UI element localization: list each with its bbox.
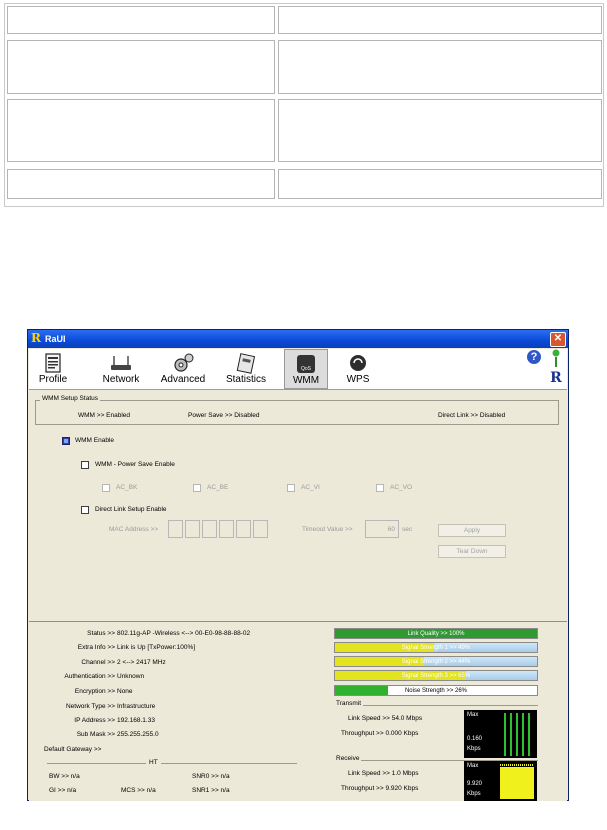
advanced-icon [171,352,195,374]
transmit-graph-value: 0.160 [467,736,483,742]
tab-wps[interactable] [335,349,381,389]
sub-mask-value: 255.255.255.0 [117,731,159,738]
ac-vo-label: AC_VO [390,484,413,491]
timeout-label: Timeout Value >> [302,526,353,533]
tear-down-button[interactable]: Tear Down [438,545,506,558]
link-quality-bar [334,628,538,639]
transmit-throughput: Throughput >> 0.000 Kbps [341,730,419,737]
tab-wmm-label: WMM [292,375,320,386]
receive-graph-unit: Kbps [467,791,481,797]
tab-profile-label: Profile [38,374,68,385]
svg-text:QoS: QoS [300,366,312,372]
window-title: RaUI [45,334,66,344]
noise-strength-text: Noise Strength >> 26% [404,688,468,694]
encryption-label: Encryption >> [74,688,115,695]
tab-wps-label: WPS [346,374,370,385]
receive-group [334,755,538,800]
ralink-brand-icon [547,349,565,385]
network-icon [109,352,133,374]
empty-table [4,3,604,207]
mac-address-input[interactable] [168,520,270,538]
tab-advanced[interactable] [157,349,209,389]
wmm-status-group [35,395,559,425]
noise-strength-bar [334,685,538,696]
tab-network[interactable] [98,349,144,389]
snr1-value: SNR1 >> n/a [192,787,230,794]
svg-text:R: R [550,370,562,385]
table-cell [7,40,275,94]
receive-graph-max: Max [467,763,479,769]
table-cell [7,6,275,34]
wmm-enable-checkbox[interactable] [62,437,70,445]
apply-button[interactable]: Apply [438,524,506,537]
signal-strength-1-bar [334,642,538,653]
profile-icon [41,352,65,374]
power-save-status: Power Save >> Disabled [188,412,260,419]
receive-legend: Receive [336,755,360,762]
channel-value: 2 <--> 2417 MHz [117,659,166,666]
status-panel [29,621,567,801]
connection-info [29,622,329,801]
ac-bk-label: AC_BK [116,484,138,491]
ip-address-label: IP Address >> [74,717,115,724]
table-cell [278,40,602,94]
receive-graph [464,761,537,801]
ac-vo-checkbox[interactable] [376,484,384,492]
ralink-logo-icon: R [31,331,41,345]
timeout-value: 60 [387,526,395,533]
sub-mask-label: Sub Mask >> [76,731,115,738]
transmit-graph-max: Max [467,712,479,718]
tab-network-label: Network [102,374,140,385]
signal-strength-1-text: Signal Strength 1 >> 49% [401,645,471,651]
ht-divider [47,763,297,764]
help-icon[interactable]: ? [527,350,541,364]
mcs-value: MCS >> n/a [121,787,156,794]
default-gateway-label: Default Gateway >> [44,746,102,753]
ac-be-checkbox[interactable] [193,484,201,492]
link-quality-text: Link Quality >> 100% [407,631,465,637]
wmm-panel [29,389,567,621]
transmit-graph-unit: Kbps [467,746,481,752]
transmit-legend: Transmit [336,700,362,707]
power-save-label: WMM - Power Save Enable [95,461,175,468]
encryption-value: None [117,688,133,695]
ac-be-label: AC_BE [207,484,229,491]
status-label: Status >> [87,630,115,637]
ac-vi-label: AC_VI [301,484,320,491]
receive-link-speed: Link Speed >> 1.0 Mbps [348,770,419,777]
snr0-value: SNR0 >> n/a [192,773,230,780]
bw-value: BW >> n/a [49,773,80,780]
table-cell [278,169,602,199]
receive-throughput: Throughput >> 9.920 Kbps [341,785,419,792]
wmm-status: WMM >> Enabled [78,412,131,419]
wmm-icon [294,353,318,375]
statistics-icon [234,352,258,374]
signal-strength-2-text: Signal Strength 2 >> 44% [401,659,471,665]
direct-link-status: Direct Link >> Disabled [438,412,506,419]
table-cell [7,99,275,162]
raui-window [27,329,569,801]
extra-info-label: Extra Info >> [77,644,115,651]
tab-advanced-label: Advanced [160,374,206,385]
gi-value: GI >> n/a [49,787,77,794]
status-value: 802.11g-AP -Wireless <--> 00-E0-98-88-88-02 [117,630,251,637]
authentication-value: Unknown [117,673,145,680]
channel-label: Channel >> [81,659,115,666]
network-type-value: Infrastructure [117,703,156,710]
wmm-enable-label: WMM Enable [75,437,115,444]
transmit-link-speed: Link Speed >> 54.0 Mbps [348,715,423,722]
power-save-checkbox[interactable] [81,461,89,469]
table-cell [278,6,602,34]
wps-icon [346,352,370,374]
signal-strength-3-bar [334,670,538,681]
direct-link-label: Direct Link Setup Enable [95,506,167,513]
close-button[interactable]: ✕ [550,332,566,347]
table-cell [278,99,602,162]
network-type-label: Network Type >> [65,703,115,710]
tab-statistics-label: Statistics [225,374,266,385]
extra-info-value: Link is Up [TxPower:100%] [117,644,196,651]
timeout-unit: sec [402,526,413,533]
title-bar[interactable] [28,330,568,348]
receive-graph-value: 9.920 [467,781,483,787]
mac-address-label: MAC Address >> [109,526,159,533]
tab-wmm[interactable] [284,349,328,389]
signal-strength-2-bar [334,656,538,667]
transmit-graph [464,710,537,758]
tab-profile[interactable] [32,349,74,389]
timeout-input[interactable] [365,520,399,538]
tab-statistics[interactable] [221,349,271,389]
table-cell [7,169,275,199]
signal-strength-3-text: Signal Strength 3 >> 65% [401,673,471,679]
direct-link-checkbox[interactable] [81,506,89,514]
ip-address-value: 192.168.1.33 [117,717,155,724]
ac-vi-checkbox[interactable] [287,484,295,492]
authentication-label: Authentication >> [64,673,115,680]
ac-bk-checkbox[interactable] [102,484,110,492]
ht-label: HT [146,759,161,766]
transmit-group [334,700,538,755]
toolbar [29,349,567,389]
wmm-status-legend: WMM Setup Status [42,395,98,402]
